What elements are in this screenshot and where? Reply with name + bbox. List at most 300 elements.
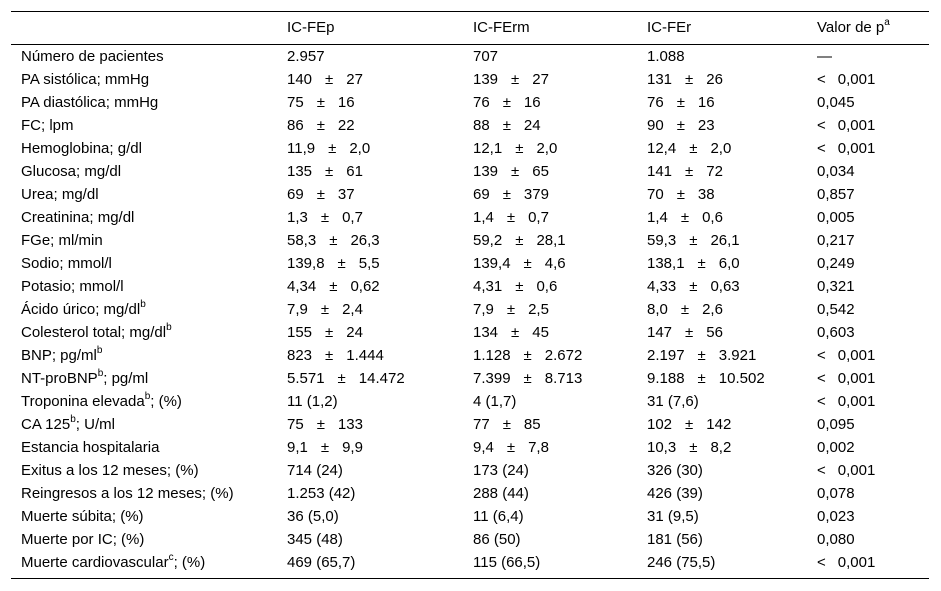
row-label-suffix: ; U/ml [75,416,115,433]
value-cell [647,137,731,160]
value-cell [287,114,355,137]
row-label [21,91,158,114]
mean-value: 69 [287,186,304,203]
row-label-footnote: b [70,414,76,425]
row-label [21,505,144,528]
plus-minus-sign: ± [320,209,330,226]
sd-value: 133 [337,416,363,433]
p-value: 0,002 [817,439,855,456]
plus-minus-sign: ± [685,416,694,433]
row-label [21,137,142,160]
value-cell [287,206,363,229]
p-value-cell [817,436,855,459]
row-label [21,275,124,298]
col-header-ic-fep: IC-FEp [287,19,335,36]
p-value: 0,217 [817,232,855,249]
plus-minus-sign: ± [316,94,325,111]
plus-minus-sign: ± [316,416,325,433]
sd-value: 2,0 [710,140,732,157]
p-value: 0,001 [837,393,876,410]
plus-minus-sign: ± [316,117,325,134]
cell-value: 1.088 [647,48,685,65]
table-row [11,183,929,206]
table-row [11,505,929,528]
plus-minus-sign: ± [680,209,690,226]
sd-value: 23 [697,117,715,134]
mean-value: 12,4 [647,140,677,157]
value-cell [647,367,765,390]
plus-minus-sign: ± [511,324,520,341]
p-value: 0,001 [837,554,876,571]
value-cell [647,528,703,551]
plus-minus-sign: ± [523,347,532,364]
value-cell [473,68,549,91]
value-cell [647,45,685,68]
p-value-cell [817,183,855,206]
value-cell [647,321,723,344]
plus-minus-sign: ± [506,439,516,456]
p-value: 0,095 [817,416,855,433]
row-label-text: Reingresos a los 12 meses; (%) [21,485,234,502]
value-cell [647,344,756,367]
mean-value: 75 [287,94,304,111]
row-label-footnote: c [168,552,174,563]
mean-value: 88 [473,117,490,134]
p-value-cell [817,505,855,528]
plus-minus-sign: ± [685,324,694,341]
row-label [21,68,149,91]
cell-value: 4 (1,7) [473,393,517,410]
sd-value: 26,3 [350,232,380,249]
table-row [11,413,929,436]
plus-minus-sign: ± [511,163,520,180]
value-cell [647,551,715,574]
sd-value: 0,62 [350,278,380,295]
sd-value: 6,0 [718,255,740,272]
table-bottom-rule [11,578,929,579]
row-label-text: Muerte cardiovascular [21,554,169,571]
row-label-text: Troponina elevada [21,393,145,410]
mean-value: 135 [287,163,313,180]
value-cell [473,114,541,137]
sd-value: 10.502 [718,370,765,387]
mean-value: 76 [647,94,664,111]
table-row [11,91,929,114]
cell-value: 181 (56) [647,531,703,548]
sd-value: 2,5 [528,301,549,318]
sd-value: 28,1 [536,232,566,249]
row-label-suffix: ; pg/ml [103,370,149,387]
sd-value: 8.713 [544,370,583,387]
cell-value: 31 (9,5) [647,508,699,525]
plus-minus-sign: ± [515,232,524,249]
row-label [21,183,99,206]
table-row [11,252,929,275]
table-row [11,298,929,321]
value-cell [287,528,343,551]
row-label [21,459,199,482]
sd-value: 0,7 [342,209,363,226]
table-row [11,367,929,390]
mean-value: 9,1 [287,439,308,456]
value-cell [647,206,723,229]
cell-value: 11 (6,4) [473,508,524,525]
p-value: 0,857 [817,186,855,203]
p-value-comparator: < [817,71,826,88]
sd-value: 0,6 [702,209,723,226]
p-value-cell [817,482,855,505]
mean-value: 155 [287,324,313,341]
p-value-cell [817,160,855,183]
value-cell [473,505,524,528]
row-label-text: FGe; ml/min [21,232,103,249]
plus-minus-sign: ± [697,370,706,387]
cell-value: 714 (24) [287,462,343,479]
sd-value: 14.472 [358,370,405,387]
p-value-comparator: < [817,462,826,479]
cell-value: 246 (75,5) [647,554,716,571]
row-label [21,229,103,252]
mean-value: 1.128 [473,347,511,364]
value-cell [647,91,715,114]
table-row [11,275,929,298]
row-label-text: FC; lpm [21,117,74,134]
cell-value: 1.253 (42) [287,485,356,502]
row-label-text: Hemoglobina; g/dl [21,140,142,157]
plus-minus-sign: ± [689,140,698,157]
sd-value: 27 [532,71,549,88]
row-label-text: Muerte súbita; (%) [21,508,144,525]
sd-value: 85 [523,416,541,433]
row-label-footnote: b [97,368,104,379]
p-value: — [817,48,832,65]
p-value: 0,321 [817,278,855,295]
p-value: 0,023 [817,508,855,525]
p-value-label: Valor de p [817,19,885,36]
value-cell [647,482,703,505]
mean-value: 134 [473,324,499,341]
plus-minus-sign: ± [320,439,330,456]
plus-minus-sign: ± [328,140,337,157]
value-cell [287,229,380,252]
sd-value: 379 [523,186,549,203]
value-cell [473,528,521,551]
sd-value: 0,6 [536,278,558,295]
value-cell [287,45,325,68]
table-row [11,229,929,252]
p-value: 0,001 [837,370,876,387]
p-value: 0,542 [817,301,855,318]
cell-value: 11 (1,2) [287,393,338,410]
plus-minus-sign: ± [515,278,524,295]
value-cell [647,68,723,91]
mean-value: 1,4 [473,209,494,226]
row-label-text: Ácido úrico; mg/dl [21,301,141,318]
p-value: 0,001 [837,462,876,479]
row-label [21,344,102,367]
plus-minus-sign: ± [676,94,685,111]
row-label [21,206,134,229]
cell-value: 345 (48) [287,531,343,548]
value-cell [473,390,516,413]
row-label-footnote: b [96,345,103,356]
col-header-ic-ferm: IC-FErm [473,19,530,36]
value-cell [647,413,731,436]
p-value-comparator: < [817,393,826,410]
p-value: 0,045 [817,94,855,111]
sd-value: 65 [532,163,549,180]
row-label-text: Glucosa; mg/dl [21,163,122,180]
sd-value: 45 [532,324,549,341]
row-label-footnote: b [140,299,146,310]
plus-minus-sign: ± [325,347,334,364]
sd-value: 38 [697,186,715,203]
value-cell [473,344,582,367]
value-cell [287,390,338,413]
cell-value: 426 (39) [647,485,703,502]
plus-minus-sign: ± [689,278,698,295]
plus-minus-sign: ± [502,117,511,134]
mean-value: 10,3 [647,439,677,456]
row-label [21,528,144,551]
plus-minus-sign: ± [676,186,685,203]
sd-value: 72 [706,163,723,180]
mean-value: 90 [647,117,664,134]
value-cell [473,91,541,114]
mean-value: 58,3 [287,232,317,249]
mean-value: 70 [647,186,664,203]
p-value-cell [817,344,875,367]
plus-minus-sign: ± [515,140,524,157]
p-value-cell [817,252,855,275]
table-row [11,482,929,505]
sd-value: 142 [706,416,732,433]
plus-minus-sign: ± [325,163,334,180]
plus-minus-sign: ± [329,278,338,295]
sd-value: 3.921 [718,347,757,364]
mean-value: 140 [287,71,313,88]
p-value-cell [817,137,875,160]
row-label-suffix: ; (%) [173,554,206,571]
value-cell [473,413,541,436]
plus-minus-sign: ± [689,439,698,456]
value-cell [647,275,740,298]
sd-value: 5,5 [358,255,380,272]
row-label-text: Sodio; mmol/l [21,255,112,272]
mean-value: 147 [647,324,673,341]
cell-value: 326 (30) [647,462,703,479]
value-cell [473,459,529,482]
row-label [21,321,172,344]
row-label [21,160,121,183]
plus-minus-sign: ± [685,71,694,88]
sd-value: 2,0 [536,140,558,157]
mean-value: 138,1 [647,255,685,272]
value-cell [473,137,557,160]
mean-value: 77 [473,416,490,433]
table-row [11,206,929,229]
sd-value: 16 [523,94,541,111]
row-label-text: BNP; pg/ml [21,347,97,364]
row-label-text: Muerte por IC; (%) [21,531,145,548]
sd-value: 22 [337,117,355,134]
value-cell [287,482,355,505]
value-cell [473,229,566,252]
value-cell [647,114,715,137]
row-label-footnote: b [166,322,172,333]
value-cell [473,298,549,321]
sd-value: 2.672 [544,347,583,364]
mean-value: 59,3 [647,232,677,249]
mean-value: 7,9 [473,301,494,318]
sd-value: 9,9 [342,439,363,456]
plus-minus-sign: ± [511,71,520,88]
value-cell [473,252,566,275]
row-label [21,298,146,321]
value-cell [647,436,731,459]
value-cell [473,551,540,574]
value-cell [287,68,363,91]
p-value: 0,249 [817,255,855,272]
value-cell [287,321,363,344]
p-value-cell [817,275,855,298]
sd-value: 16 [337,94,355,111]
cell-value: 707 [473,48,499,65]
mean-value: 141 [647,163,673,180]
p-value: 0,001 [837,347,876,364]
plus-minus-sign: ± [680,301,690,318]
row-label-text: Exitus a los 12 meses; (%) [21,462,199,479]
row-label-text: Número de pacientes [21,48,164,65]
row-label-suffix: ; (%) [150,393,182,410]
p-value-cell [817,390,875,413]
mean-value: 4,31 [473,278,503,295]
p-value: 0,005 [817,209,855,226]
plus-minus-sign: ± [523,370,532,387]
row-label-text: Estancia hospitalaria [21,439,160,456]
value-cell [287,367,405,390]
p-value-cell [817,68,875,91]
p-value-comparator: < [817,554,826,571]
sd-value: 0,63 [710,278,740,295]
mean-value: 69 [473,186,490,203]
plus-minus-sign: ± [689,232,698,249]
value-cell [287,436,363,459]
row-label-text: Potasio; mmol/l [21,278,124,295]
plus-minus-sign: ± [320,301,330,318]
sd-value: 2,6 [702,301,723,318]
cell-value: 36 (5,0) [287,508,339,525]
sd-value: 26 [706,71,723,88]
sd-value: 61 [346,163,363,180]
mean-value: 8,0 [647,301,668,318]
mean-value: 4,34 [287,278,317,295]
p-value-footnote: a [884,17,890,28]
p-value-cell [817,206,855,229]
value-cell [647,252,740,275]
value-cell [473,160,549,183]
cell-value: 173 (24) [473,462,529,479]
row-label [21,114,74,137]
plus-minus-sign: ± [325,71,334,88]
value-cell [473,482,529,505]
p-value-cell [817,321,855,344]
plus-minus-sign: ± [337,370,346,387]
p-value: 0,001 [837,140,876,157]
mean-value: 9,4 [473,439,494,456]
value-cell [287,551,355,574]
mean-value: 823 [287,347,313,364]
sd-value: 27 [346,71,363,88]
p-value-comparator: < [817,117,826,134]
p-value-cell [817,551,875,574]
mean-value: 139,8 [287,255,325,272]
value-cell [287,344,384,367]
table-row [11,528,929,551]
value-cell [287,91,355,114]
p-value: 0,034 [817,163,855,180]
table-row [11,114,929,137]
p-value-cell [817,298,855,321]
value-cell [647,505,699,528]
sd-value: 2,4 [342,301,363,318]
cell-value: 2.957 [287,48,325,65]
table-row [11,551,929,574]
plus-minus-sign: ± [502,416,511,433]
mean-value: 1,4 [647,209,668,226]
row-label [21,367,148,390]
value-cell [647,183,715,206]
mean-value: 5.571 [287,370,325,387]
cell-value: 115 (66,5) [473,554,541,571]
value-cell [473,436,549,459]
cell-value: 469 (65,7) [287,554,356,571]
row-label-text: Colesterol total; mg/dl [21,324,167,341]
mean-value: 7,9 [287,301,308,318]
row-label [21,390,182,413]
plus-minus-sign: ± [337,255,346,272]
plus-minus-sign: ± [325,324,334,341]
row-label [21,252,112,275]
mean-value: 4,33 [647,278,677,295]
table-row [11,344,929,367]
mean-value: 76 [473,94,490,111]
p-value: 0,080 [817,531,855,548]
value-cell [647,298,723,321]
table-row [11,459,929,482]
plus-minus-sign: ± [523,255,532,272]
value-cell [647,160,723,183]
plus-minus-sign: ± [506,301,516,318]
col-header-p-value [817,12,890,44]
row-label [21,482,234,505]
p-value-comparator: < [817,347,826,364]
row-label [21,45,164,68]
p-value: 0,001 [837,117,876,134]
value-cell [647,229,740,252]
mean-value: 139 [473,71,499,88]
mean-value: 86 [287,117,304,134]
plus-minus-sign: ± [697,347,706,364]
mean-value: 9.188 [647,370,685,387]
value-cell [473,275,557,298]
table-row [11,321,929,344]
table-row [11,390,929,413]
mean-value: 75 [287,416,304,433]
cell-value: 31 (7,6) [647,393,699,410]
value-cell [647,390,699,413]
col-header-ic-fer: IC-FEr [647,19,692,36]
